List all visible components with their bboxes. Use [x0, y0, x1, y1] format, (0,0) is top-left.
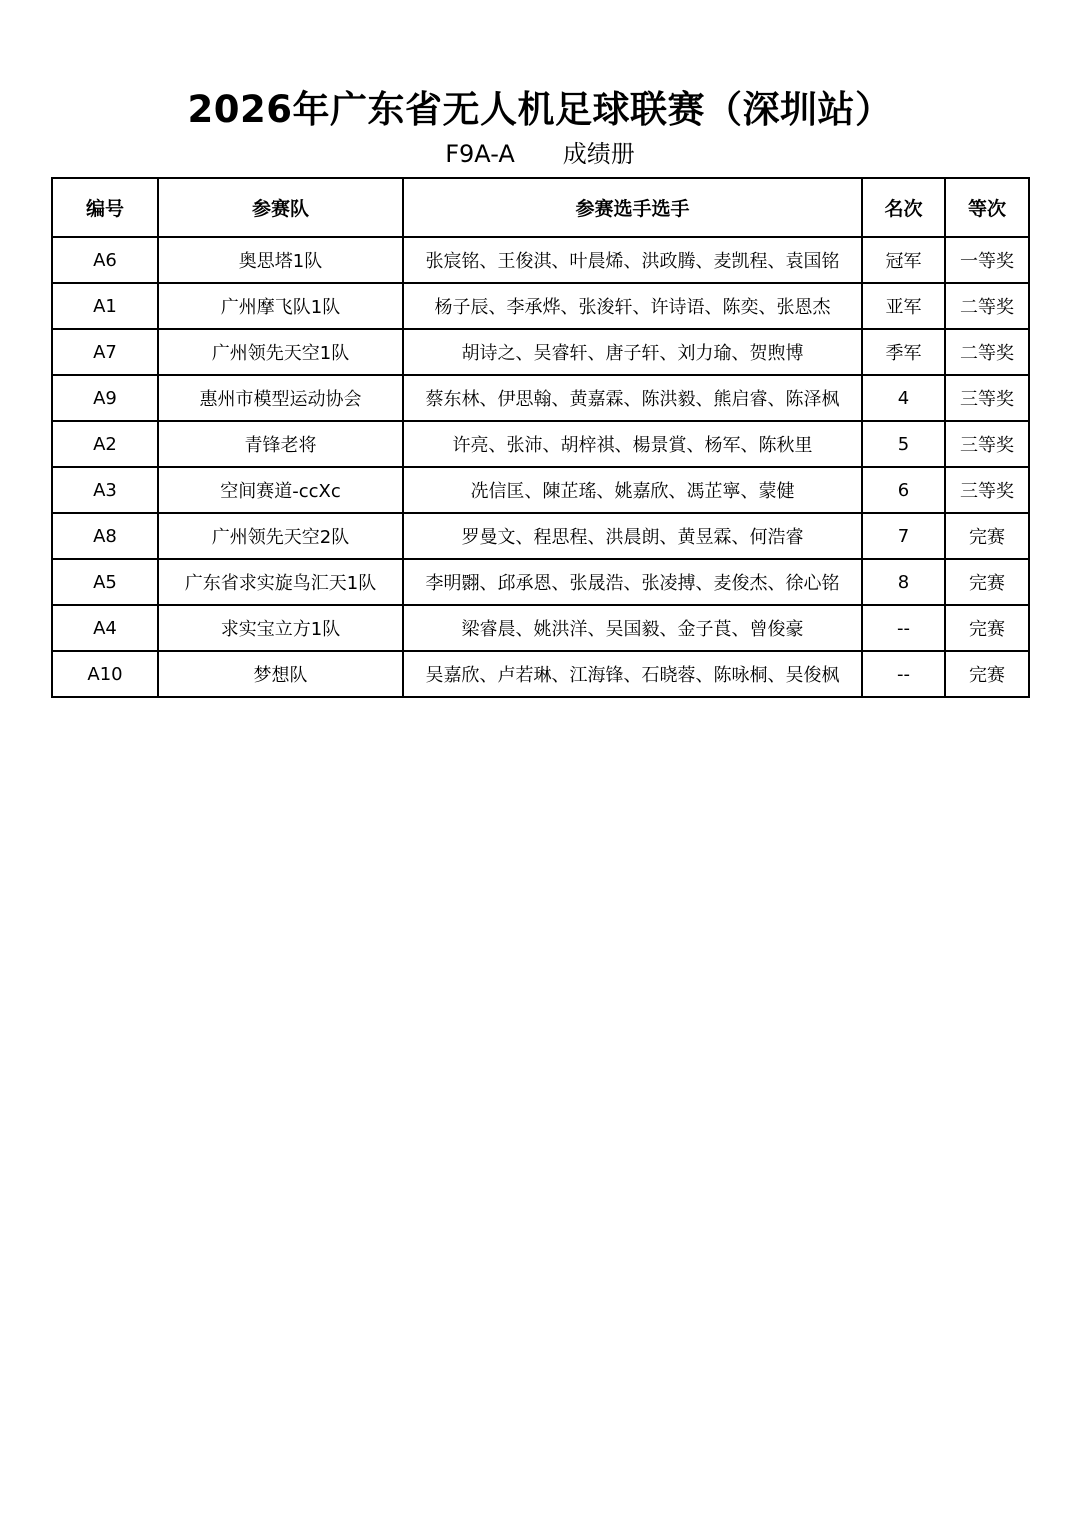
team-name: 广东省求实旋鸟汇天1队 [158, 559, 403, 605]
table-row [52, 559, 1029, 605]
document-subtitle [0, 136, 1080, 172]
team-award: 完赛 [945, 651, 1029, 697]
team-rank: 5 [862, 421, 945, 467]
team-name: 惠州市模型运动协会 [158, 375, 403, 421]
team-players: 罗曼文、程思程、洪晨朗、黄昱霖、何浩睿 [403, 513, 862, 559]
team-name: 广州领先天空2队 [158, 513, 403, 559]
team-id: A1 [52, 283, 158, 329]
team-id: A10 [52, 651, 158, 697]
team-players: 蔡东林、伊思翰、黄嘉霖、陈洪毅、熊启睿、陈泽枫 [403, 375, 862, 421]
header-players: 参赛选手选手 [403, 178, 862, 237]
team-award: 二等奖 [945, 329, 1029, 375]
team-award: 三等奖 [945, 375, 1029, 421]
team-id: A6 [52, 237, 158, 283]
results-table [51, 177, 1030, 698]
table-row [52, 651, 1029, 697]
team-players: 杨子辰、李承烨、张浚轩、许诗语、陈奕、张恩杰 [403, 283, 862, 329]
table-row [52, 513, 1029, 559]
team-id: A5 [52, 559, 158, 605]
team-players: 冼信匡、陳芷瑤、姚嘉欣、馮芷寧、蒙健 [403, 467, 862, 513]
team-award: 一等奖 [945, 237, 1029, 283]
team-id: A8 [52, 513, 158, 559]
table-row [52, 283, 1029, 329]
header-team: 参赛队 [158, 178, 403, 237]
team-rank: 6 [862, 467, 945, 513]
team-rank: 7 [862, 513, 945, 559]
team-rank: 亚军 [862, 283, 945, 329]
header-id: 编号 [52, 178, 158, 237]
team-rank: -- [862, 605, 945, 651]
header-award: 等次 [945, 178, 1029, 237]
team-players: 胡诗之、吴睿轩、唐子轩、刘力瑜、贺煦博 [403, 329, 862, 375]
event-code: F9A-A [445, 140, 515, 168]
team-award: 完赛 [945, 605, 1029, 651]
team-award: 完赛 [945, 559, 1029, 605]
table-row [52, 605, 1029, 651]
team-id: A7 [52, 329, 158, 375]
team-name: 梦想队 [158, 651, 403, 697]
team-id: A4 [52, 605, 158, 651]
team-name: 求实宝立方1队 [158, 605, 403, 651]
team-rank: 4 [862, 375, 945, 421]
team-award: 三等奖 [945, 467, 1029, 513]
team-players: 张宸铭、王俊淇、叶晨烯、洪政腾、麦凯程、袁国铭 [403, 237, 862, 283]
team-name: 青锋老将 [158, 421, 403, 467]
team-rank: 季军 [862, 329, 945, 375]
team-players: 吴嘉欣、卢若琳、江海锋、石晓蓉、陈咏桐、吴俊枫 [403, 651, 862, 697]
table-row [52, 237, 1029, 283]
team-name: 广州领先天空1队 [158, 329, 403, 375]
team-award: 三等奖 [945, 421, 1029, 467]
header-rank: 名次 [862, 178, 945, 237]
team-award: 完赛 [945, 513, 1029, 559]
team-rank: 8 [862, 559, 945, 605]
team-id: A2 [52, 421, 158, 467]
table-row [52, 421, 1029, 467]
table-row [52, 467, 1029, 513]
team-id: A9 [52, 375, 158, 421]
team-players: 梁睿晨、姚洪洋、吴国毅、金子莨、曾俊豪 [403, 605, 862, 651]
team-award: 二等奖 [945, 283, 1029, 329]
subtitle-label: 成绩册 [562, 140, 635, 168]
team-players: 许亮、张沛、胡梓祺、楊景賞、杨军、陈秋里 [403, 421, 862, 467]
team-name: 奥思塔1队 [158, 237, 403, 283]
team-rank: 冠军 [862, 237, 945, 283]
header-row [52, 178, 1029, 237]
team-rank: -- [862, 651, 945, 697]
team-name: 广州摩飞队1队 [158, 283, 403, 329]
document-title: 2026年广东省无人机足球联赛（深圳站） [187, 88, 893, 131]
table-row [52, 375, 1029, 421]
team-name: 空间赛道-ccXc [158, 467, 403, 513]
team-id: A3 [52, 467, 158, 513]
team-players: 李明翾、邱承恩、张晟浩、张凌搏、麦俊杰、徐心铭 [403, 559, 862, 605]
table-row [52, 329, 1029, 375]
